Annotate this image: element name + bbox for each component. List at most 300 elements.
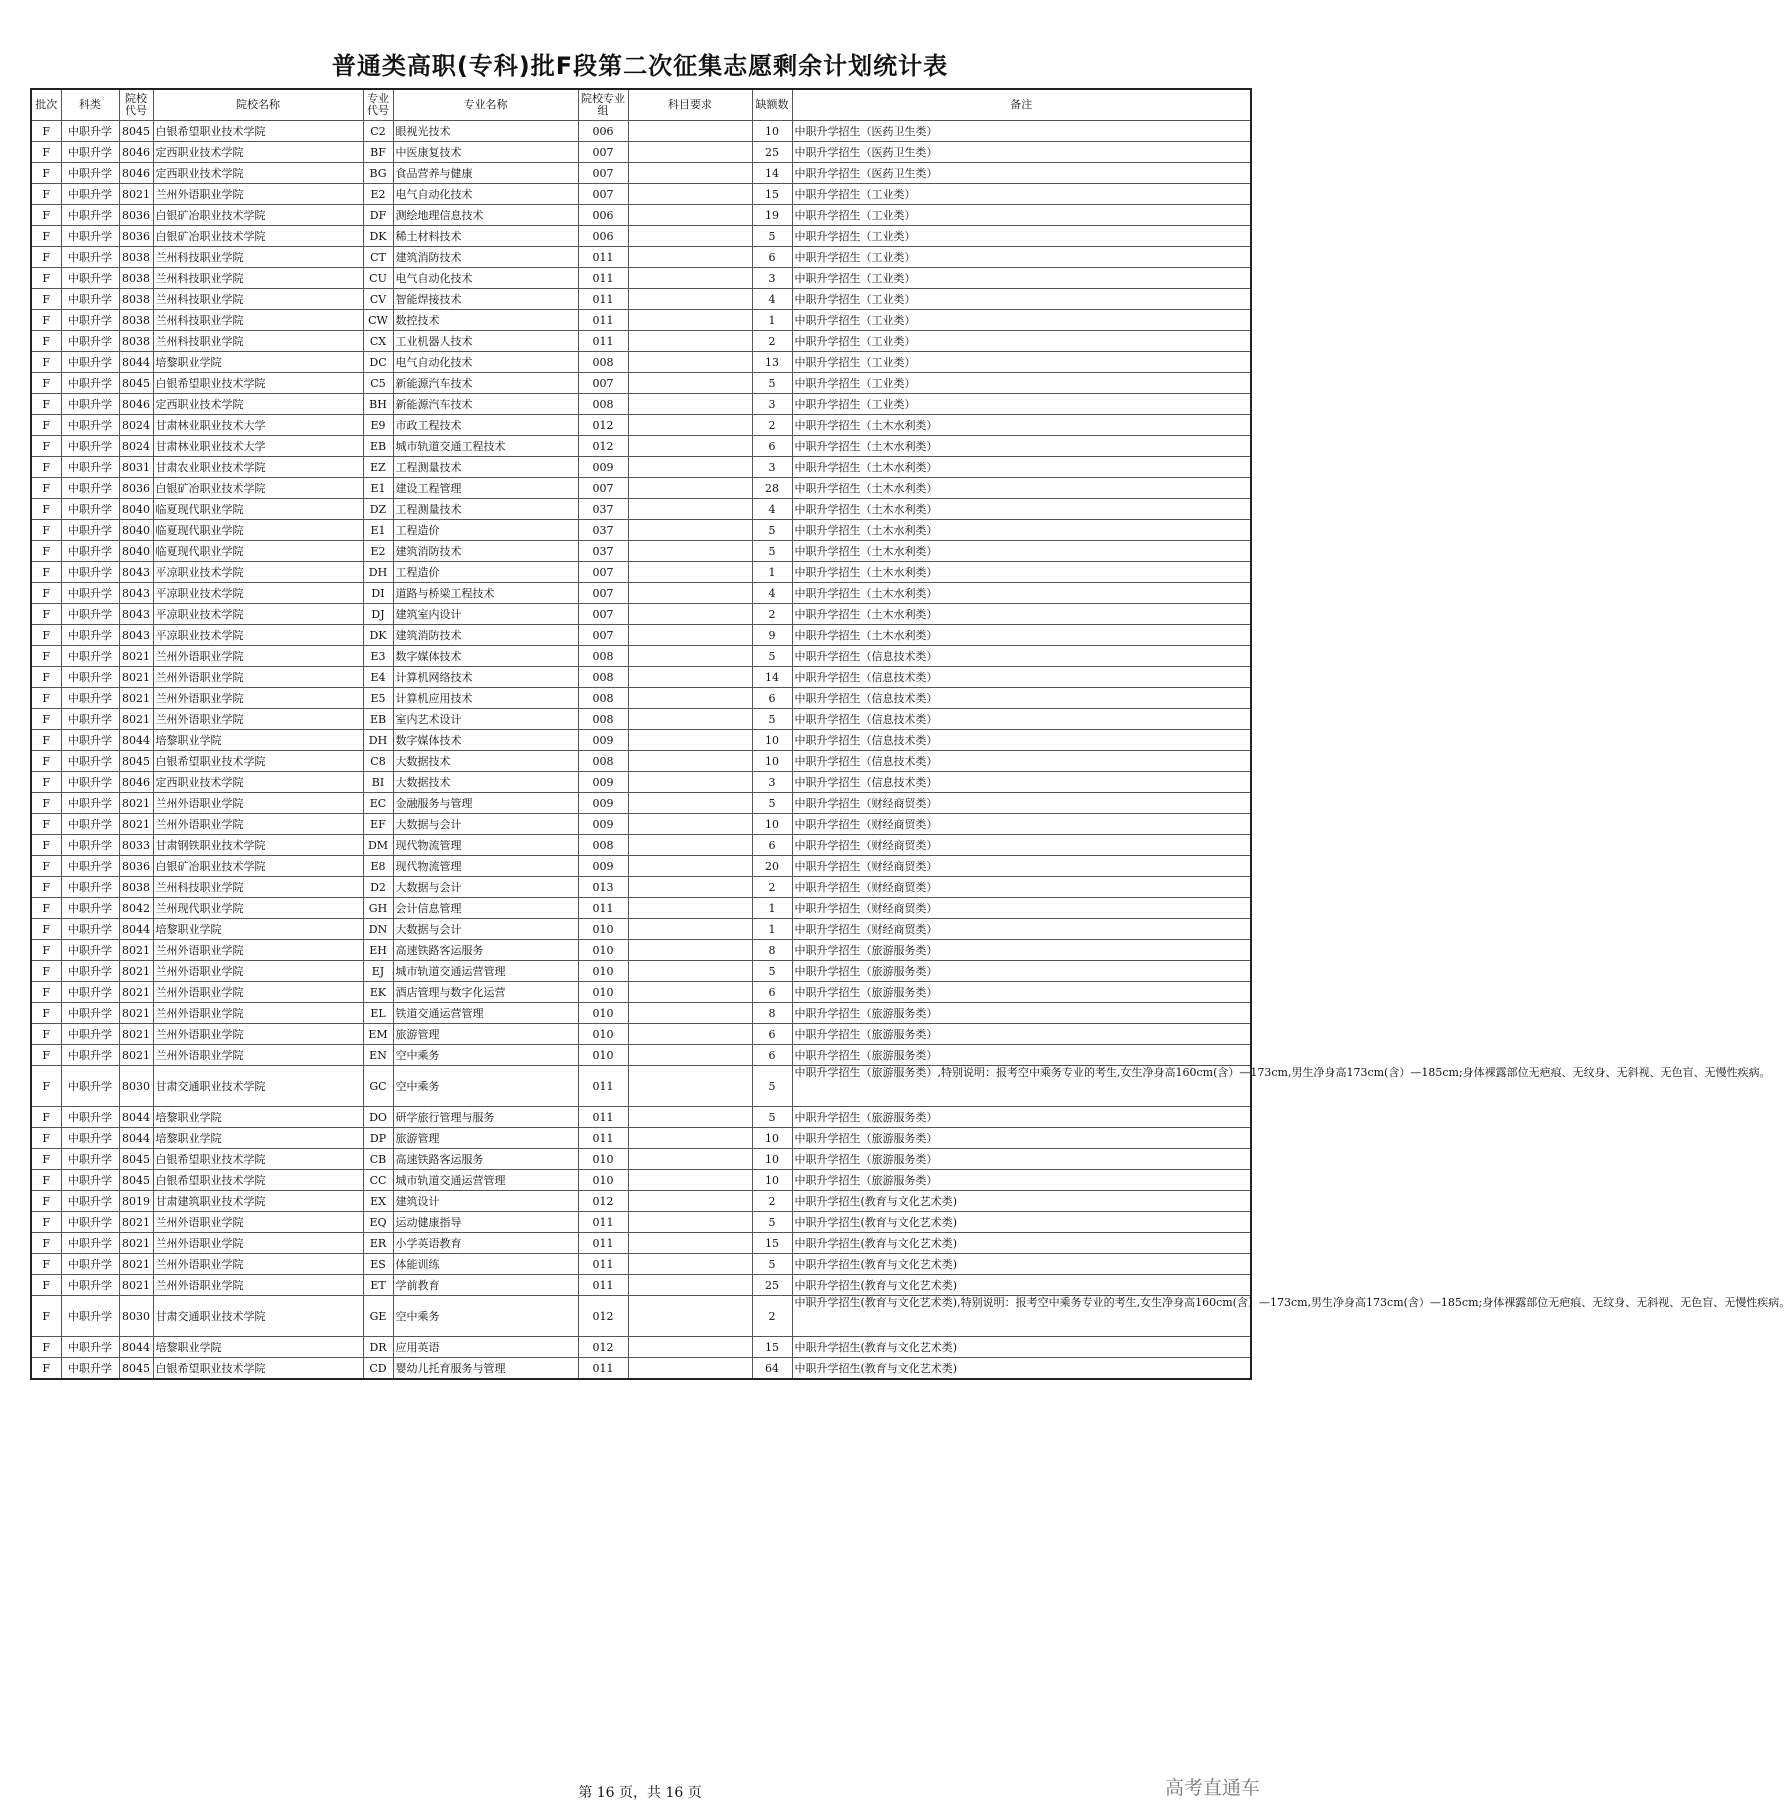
cell-remark: 中职升学招生（土木水利类） — [792, 604, 1251, 625]
cell-remark: 中职升学招生（医药卫生类） — [792, 142, 1251, 163]
cell-vacancy: 15 — [752, 1233, 792, 1254]
cell-major-group: 011 — [578, 247, 628, 268]
cell-major-code: DM — [363, 835, 393, 856]
cell-remark: 中职升学招生（财经商贸类） — [792, 898, 1251, 919]
cell-category: 中职升学 — [61, 289, 119, 310]
cell-school-name: 兰州科技职业学院 — [153, 268, 363, 289]
cell-batch: F — [31, 730, 61, 751]
cell-category: 中职升学 — [61, 709, 119, 730]
cell-major-name: 数字媒体技术 — [393, 646, 578, 667]
cell-major-code: GC — [363, 1066, 393, 1107]
cell-major-group: 009 — [578, 772, 628, 793]
cell-major-code: DI — [363, 583, 393, 604]
cell-school-name: 甘肃林业职业技术大学 — [153, 436, 363, 457]
cell-major-code: BG — [363, 163, 393, 184]
header-major-name: 专业名称 — [393, 89, 578, 121]
cell-category: 中职升学 — [61, 688, 119, 709]
cell-school-name: 甘肃交通职业技术学院 — [153, 1066, 363, 1107]
cell-remark: 中职升学招生（财经商贸类） — [792, 877, 1251, 898]
table-row — [31, 121, 1251, 142]
cell-major-code: CC — [363, 1170, 393, 1191]
cell-major-name: 测绘地理信息技术 — [393, 205, 578, 226]
cell-remark: 中职升学招生（土木水利类） — [792, 541, 1251, 562]
cell-remark: 中职升学招生(教育与文化艺术类) — [792, 1337, 1251, 1358]
cell-school-name: 兰州外语职业学院 — [153, 688, 363, 709]
cell-major-code: CU — [363, 268, 393, 289]
cell-vacancy: 20 — [752, 856, 792, 877]
cell-school-code: 8043 — [119, 583, 153, 604]
cell-category: 中职升学 — [61, 1337, 119, 1358]
cell-remark: 中职升学招生（土木水利类） — [792, 562, 1251, 583]
cell-remark: 中职升学招生（土木水利类） — [792, 625, 1251, 646]
cell-vacancy: 15 — [752, 184, 792, 205]
cell-school-name: 培黎职业学院 — [153, 919, 363, 940]
cell-batch: F — [31, 436, 61, 457]
cell-major-code: GH — [363, 898, 393, 919]
cell-major-name: 工程测量技术 — [393, 499, 578, 520]
cell-remark: 中职升学招生（旅游服务类） — [792, 1107, 1251, 1128]
cell-major-group: 008 — [578, 352, 628, 373]
cell-category: 中职升学 — [61, 520, 119, 541]
cell-school-code: 8036 — [119, 226, 153, 247]
cell-major-name: 稀土材料技术 — [393, 226, 578, 247]
cell-school-code: 8024 — [119, 436, 153, 457]
cell-subject-req — [628, 1045, 752, 1066]
cell-subject-req — [628, 121, 752, 142]
cell-category: 中职升学 — [61, 1170, 119, 1191]
cell-major-group: 010 — [578, 919, 628, 940]
cell-major-name: 金融服务与管理 — [393, 793, 578, 814]
cell-major-name: 智能焊接技术 — [393, 289, 578, 310]
cell-category: 中职升学 — [61, 1296, 119, 1337]
cell-major-group: 012 — [578, 1296, 628, 1337]
cell-major-code: BF — [363, 142, 393, 163]
cell-batch: F — [31, 1296, 61, 1337]
cell-subject-req — [628, 982, 752, 1003]
cell-school-name: 培黎职业学院 — [153, 730, 363, 751]
cell-major-code: EB — [363, 709, 393, 730]
cell-school-code: 8046 — [119, 142, 153, 163]
cell-batch: F — [31, 646, 61, 667]
cell-vacancy: 3 — [752, 268, 792, 289]
cell-school-name: 临夏现代职业学院 — [153, 541, 363, 562]
header-major-group: 院校专业组 — [578, 89, 628, 121]
table-row — [31, 1170, 1251, 1191]
cell-vacancy: 4 — [752, 289, 792, 310]
cell-subject-req — [628, 373, 752, 394]
cell-major-name: 建筑消防技术 — [393, 247, 578, 268]
cell-school-name: 兰州外语职业学院 — [153, 961, 363, 982]
cell-major-name: 新能源汽车技术 — [393, 394, 578, 415]
cell-subject-req — [628, 1003, 752, 1024]
cell-major-group: 037 — [578, 520, 628, 541]
cell-batch: F — [31, 898, 61, 919]
cell-school-code: 8019 — [119, 1191, 153, 1212]
cell-school-name: 临夏现代职业学院 — [153, 499, 363, 520]
cell-school-code: 8021 — [119, 1254, 153, 1275]
cell-major-group: 007 — [578, 625, 628, 646]
cell-batch: F — [31, 121, 61, 142]
cell-major-group: 006 — [578, 226, 628, 247]
cell-school-name: 兰州外语职业学院 — [153, 793, 363, 814]
cell-major-group: 011 — [578, 310, 628, 331]
cell-remark: 中职升学招生（土木水利类） — [792, 436, 1251, 457]
cell-major-name: 城市轨道交通工程技术 — [393, 436, 578, 457]
table-row — [31, 520, 1251, 541]
cell-category: 中职升学 — [61, 373, 119, 394]
cell-batch: F — [31, 751, 61, 772]
cell-major-group: 010 — [578, 1045, 628, 1066]
cell-subject-req — [628, 730, 752, 751]
cell-vacancy: 4 — [752, 499, 792, 520]
cell-school-name: 白银希望职业技术学院 — [153, 1358, 363, 1380]
table-row — [31, 268, 1251, 289]
cell-school-code: 8036 — [119, 478, 153, 499]
cell-school-name: 白银希望职业技术学院 — [153, 751, 363, 772]
cell-school-code: 8045 — [119, 751, 153, 772]
cell-major-group: 009 — [578, 814, 628, 835]
cell-school-name: 兰州外语职业学院 — [153, 646, 363, 667]
cell-vacancy: 5 — [752, 1212, 792, 1233]
cell-school-name: 兰州外语职业学院 — [153, 184, 363, 205]
cell-major-group: 007 — [578, 604, 628, 625]
cell-major-name: 工程造价 — [393, 520, 578, 541]
cell-school-code: 8040 — [119, 541, 153, 562]
cell-category: 中职升学 — [61, 898, 119, 919]
cell-category: 中职升学 — [61, 478, 119, 499]
cell-major-code: C2 — [363, 121, 393, 142]
cell-batch: F — [31, 1254, 61, 1275]
cell-school-name: 培黎职业学院 — [153, 1128, 363, 1149]
cell-school-code: 8044 — [119, 730, 153, 751]
cell-school-name: 兰州外语职业学院 — [153, 709, 363, 730]
cell-major-group: 007 — [578, 163, 628, 184]
cell-vacancy: 9 — [752, 625, 792, 646]
cell-batch: F — [31, 919, 61, 940]
cell-vacancy: 6 — [752, 835, 792, 856]
cell-subject-req — [628, 1170, 752, 1191]
cell-remark: 中职升学招生（旅游服务类） — [792, 1003, 1251, 1024]
cell-school-code: 8038 — [119, 247, 153, 268]
table-row — [31, 961, 1251, 982]
cell-batch: F — [31, 835, 61, 856]
cell-major-name: 研学旅行管理与服务 — [393, 1107, 578, 1128]
cell-school-code: 8021 — [119, 667, 153, 688]
cell-school-code: 8044 — [119, 1107, 153, 1128]
cell-school-name: 白银矿冶职业技术学院 — [153, 205, 363, 226]
header-school-code: 院校代号 — [119, 89, 153, 121]
header-batch: 批次 — [31, 89, 61, 121]
cell-category: 中职升学 — [61, 940, 119, 961]
cell-major-name: 大数据技术 — [393, 751, 578, 772]
cell-major-code: EZ — [363, 457, 393, 478]
table-row — [31, 646, 1251, 667]
cell-vacancy: 6 — [752, 1045, 792, 1066]
cell-school-name: 平凉职业技术学院 — [153, 604, 363, 625]
cell-remark: 中职升学招生（财经商贸类） — [792, 793, 1251, 814]
cell-school-code: 8044 — [119, 1128, 153, 1149]
cell-batch: F — [31, 541, 61, 562]
cell-category: 中职升学 — [61, 1003, 119, 1024]
cell-category: 中职升学 — [61, 184, 119, 205]
cell-batch: F — [31, 142, 61, 163]
cell-school-name: 定西职业技术学院 — [153, 163, 363, 184]
cell-major-code: CX — [363, 331, 393, 352]
table-row — [31, 562, 1251, 583]
cell-school-name: 临夏现代职业学院 — [153, 520, 363, 541]
cell-category: 中职升学 — [61, 268, 119, 289]
cell-major-code: EM — [363, 1024, 393, 1045]
cell-major-name: 建筑消防技术 — [393, 541, 578, 562]
cell-major-code: E9 — [363, 415, 393, 436]
plan-table — [30, 88, 1790, 1380]
cell-school-code: 8021 — [119, 688, 153, 709]
cell-subject-req — [628, 772, 752, 793]
cell-school-name: 培黎职业学院 — [153, 352, 363, 373]
cell-remark: 中职升学招生（信息技术类） — [792, 751, 1251, 772]
cell-major-code: DJ — [363, 604, 393, 625]
cell-major-code: E3 — [363, 646, 393, 667]
cell-major-group: 009 — [578, 793, 628, 814]
cell-major-group: 011 — [578, 1107, 628, 1128]
cell-remark: 中职升学招生（信息技术类） — [792, 772, 1251, 793]
cell-major-group: 012 — [578, 1337, 628, 1358]
cell-subject-req — [628, 625, 752, 646]
cell-school-code: 8021 — [119, 1212, 153, 1233]
cell-major-code: DR — [363, 1337, 393, 1358]
cell-batch: F — [31, 247, 61, 268]
cell-batch: F — [31, 562, 61, 583]
cell-remark: 中职升学招生（医药卫生类） — [792, 121, 1251, 142]
cell-vacancy: 8 — [752, 1003, 792, 1024]
cell-subject-req — [628, 1107, 752, 1128]
table-row — [31, 1296, 1251, 1337]
cell-school-code: 8036 — [119, 205, 153, 226]
cell-vacancy: 25 — [752, 142, 792, 163]
cell-major-name: 建设工程管理 — [393, 478, 578, 499]
cell-remark: 中职升学招生（旅游服务类） — [792, 1128, 1251, 1149]
cell-category: 中职升学 — [61, 1191, 119, 1212]
cell-school-name: 兰州外语职业学院 — [153, 1045, 363, 1066]
cell-major-code: D2 — [363, 877, 393, 898]
cell-major-group: 009 — [578, 730, 628, 751]
cell-school-name: 定西职业技术学院 — [153, 142, 363, 163]
cell-major-code: CW — [363, 310, 393, 331]
cell-major-group: 012 — [578, 1191, 628, 1212]
cell-major-code: CV — [363, 289, 393, 310]
cell-major-group: 013 — [578, 877, 628, 898]
cell-category: 中职升学 — [61, 1066, 119, 1107]
cell-vacancy: 6 — [752, 982, 792, 1003]
cell-category: 中职升学 — [61, 919, 119, 940]
cell-school-name: 兰州外语职业学院 — [153, 1275, 363, 1296]
cell-batch: F — [31, 289, 61, 310]
cell-vacancy: 3 — [752, 772, 792, 793]
cell-major-name: 小学英语教育 — [393, 1233, 578, 1254]
cell-batch: F — [31, 1275, 61, 1296]
cell-major-name: 电气自动化技术 — [393, 352, 578, 373]
cell-remark: 中职升学招生（信息技术类） — [792, 646, 1251, 667]
cell-school-code: 8045 — [119, 1358, 153, 1380]
cell-school-code: 8043 — [119, 604, 153, 625]
cell-category: 中职升学 — [61, 1128, 119, 1149]
cell-major-group: 011 — [578, 331, 628, 352]
cell-vacancy: 10 — [752, 751, 792, 772]
cell-school-code: 8046 — [119, 394, 153, 415]
cell-major-group: 009 — [578, 457, 628, 478]
table-row — [31, 184, 1251, 205]
cell-major-group: 011 — [578, 1212, 628, 1233]
cell-major-group: 008 — [578, 835, 628, 856]
cell-major-name: 婴幼儿托育服务与管理 — [393, 1358, 578, 1380]
cell-vacancy: 3 — [752, 457, 792, 478]
cell-major-code: CD — [363, 1358, 393, 1380]
cell-major-code: EQ — [363, 1212, 393, 1233]
cell-batch: F — [31, 184, 61, 205]
cell-major-code: DF — [363, 205, 393, 226]
cell-remark: 中职升学招生（信息技术类） — [792, 688, 1251, 709]
cell-category: 中职升学 — [61, 835, 119, 856]
cell-vacancy: 5 — [752, 709, 792, 730]
cell-school-code: 8021 — [119, 1045, 153, 1066]
cell-batch: F — [31, 625, 61, 646]
cell-vacancy: 6 — [752, 688, 792, 709]
cell-school-name: 白银希望职业技术学院 — [153, 373, 363, 394]
cell-remark: 中职升学招生（土木水利类） — [792, 520, 1251, 541]
table-row — [31, 709, 1251, 730]
cell-major-name: 电气自动化技术 — [393, 268, 578, 289]
cell-remark: 中职升学招生（财经商贸类） — [792, 835, 1251, 856]
cell-subject-req — [628, 961, 752, 982]
cell-subject-req — [628, 1149, 752, 1170]
cell-school-code: 8021 — [119, 709, 153, 730]
cell-major-name: 工程测量技术 — [393, 457, 578, 478]
cell-major-group: 011 — [578, 268, 628, 289]
cell-vacancy: 10 — [752, 1170, 792, 1191]
cell-major-code: E8 — [363, 856, 393, 877]
cell-vacancy: 1 — [752, 919, 792, 940]
cell-major-code: BH — [363, 394, 393, 415]
table-row — [31, 667, 1251, 688]
cell-remark: 中职升学招生(教育与文化艺术类) — [792, 1254, 1251, 1275]
cell-remark: 中职升学招生(教育与文化艺术类) — [792, 1358, 1251, 1380]
cell-school-code: 8045 — [119, 1170, 153, 1191]
watermark: 高考直通车 — [1164, 1777, 1260, 1799]
cell-major-code: EH — [363, 940, 393, 961]
cell-school-name: 甘肃交通职业技术学院 — [153, 1296, 363, 1337]
cell-school-name: 兰州外语职业学院 — [153, 1212, 363, 1233]
cell-major-name: 大数据与会计 — [393, 919, 578, 940]
cell-batch: F — [31, 814, 61, 835]
table-row — [31, 1275, 1251, 1296]
cell-category: 中职升学 — [61, 751, 119, 772]
table-row — [31, 1045, 1251, 1066]
cell-vacancy: 5 — [752, 226, 792, 247]
cell-subject-req — [628, 1254, 752, 1275]
page-footer: 第 16 页，共 16 页 — [578, 1785, 702, 1801]
cell-school-code: 8021 — [119, 940, 153, 961]
cell-subject-req — [628, 583, 752, 604]
cell-vacancy: 2 — [752, 331, 792, 352]
cell-subject-req — [628, 1358, 752, 1380]
table-row — [31, 688, 1251, 709]
cell-major-name: 现代物流管理 — [393, 856, 578, 877]
cell-major-code: GE — [363, 1296, 393, 1337]
cell-major-code: EK — [363, 982, 393, 1003]
cell-major-group: 010 — [578, 940, 628, 961]
table-row — [31, 1003, 1251, 1024]
cell-category: 中职升学 — [61, 961, 119, 982]
table-row — [31, 751, 1251, 772]
cell-batch: F — [31, 940, 61, 961]
cell-vacancy: 6 — [752, 436, 792, 457]
cell-batch: F — [31, 520, 61, 541]
cell-school-code: 8021 — [119, 1024, 153, 1045]
table-row — [31, 478, 1251, 499]
table-row — [31, 142, 1251, 163]
table-row — [31, 1212, 1251, 1233]
cell-category: 中职升学 — [61, 142, 119, 163]
table-row — [31, 331, 1251, 352]
cell-major-group: 008 — [578, 688, 628, 709]
cell-vacancy: 5 — [752, 793, 792, 814]
cell-major-group: 011 — [578, 1066, 628, 1107]
cell-school-name: 兰州外语职业学院 — [153, 1233, 363, 1254]
cell-major-group: 011 — [578, 1275, 628, 1296]
cell-category: 中职升学 — [61, 625, 119, 646]
cell-subject-req — [628, 142, 752, 163]
cell-school-code: 8042 — [119, 898, 153, 919]
cell-major-name: 高速铁路客运服务 — [393, 1149, 578, 1170]
table-row — [31, 247, 1251, 268]
cell-remark: 中职升学招生（工业类） — [792, 268, 1251, 289]
cell-major-code: DK — [363, 625, 393, 646]
cell-school-code: 8038 — [119, 268, 153, 289]
cell-major-name: 新能源汽车技术 — [393, 373, 578, 394]
table-row — [31, 1358, 1251, 1380]
cell-category: 中职升学 — [61, 604, 119, 625]
table-row — [31, 436, 1251, 457]
cell-school-name: 兰州科技职业学院 — [153, 310, 363, 331]
cell-major-name: 应用英语 — [393, 1337, 578, 1358]
cell-category: 中职升学 — [61, 877, 119, 898]
cell-major-name: 运动健康指导 — [393, 1212, 578, 1233]
cell-major-group: 007 — [578, 478, 628, 499]
table-row — [31, 310, 1251, 331]
cell-major-name: 旅游管理 — [393, 1024, 578, 1045]
cell-vacancy: 13 — [752, 352, 792, 373]
cell-school-code: 8021 — [119, 961, 153, 982]
cell-school-name: 兰州科技职业学院 — [153, 877, 363, 898]
cell-vacancy: 2 — [752, 415, 792, 436]
cell-subject-req — [628, 268, 752, 289]
cell-subject-req — [628, 667, 752, 688]
cell-major-group: 006 — [578, 121, 628, 142]
cell-major-name: 学前教育 — [393, 1275, 578, 1296]
cell-school-name: 兰州外语职业学院 — [153, 1024, 363, 1045]
cell-category: 中职升学 — [61, 1254, 119, 1275]
cell-batch: F — [31, 961, 61, 982]
cell-remark: 中职升学招生（信息技术类） — [792, 709, 1251, 730]
cell-category: 中职升学 — [61, 247, 119, 268]
cell-subject-req — [628, 331, 752, 352]
table-row — [31, 814, 1251, 835]
cell-major-name: 城市轨道交通运营管理 — [393, 961, 578, 982]
cell-major-group: 037 — [578, 541, 628, 562]
table-row — [31, 1254, 1251, 1275]
cell-school-name: 兰州科技职业学院 — [153, 247, 363, 268]
cell-remark: 中职升学招生（工业类） — [792, 289, 1251, 310]
